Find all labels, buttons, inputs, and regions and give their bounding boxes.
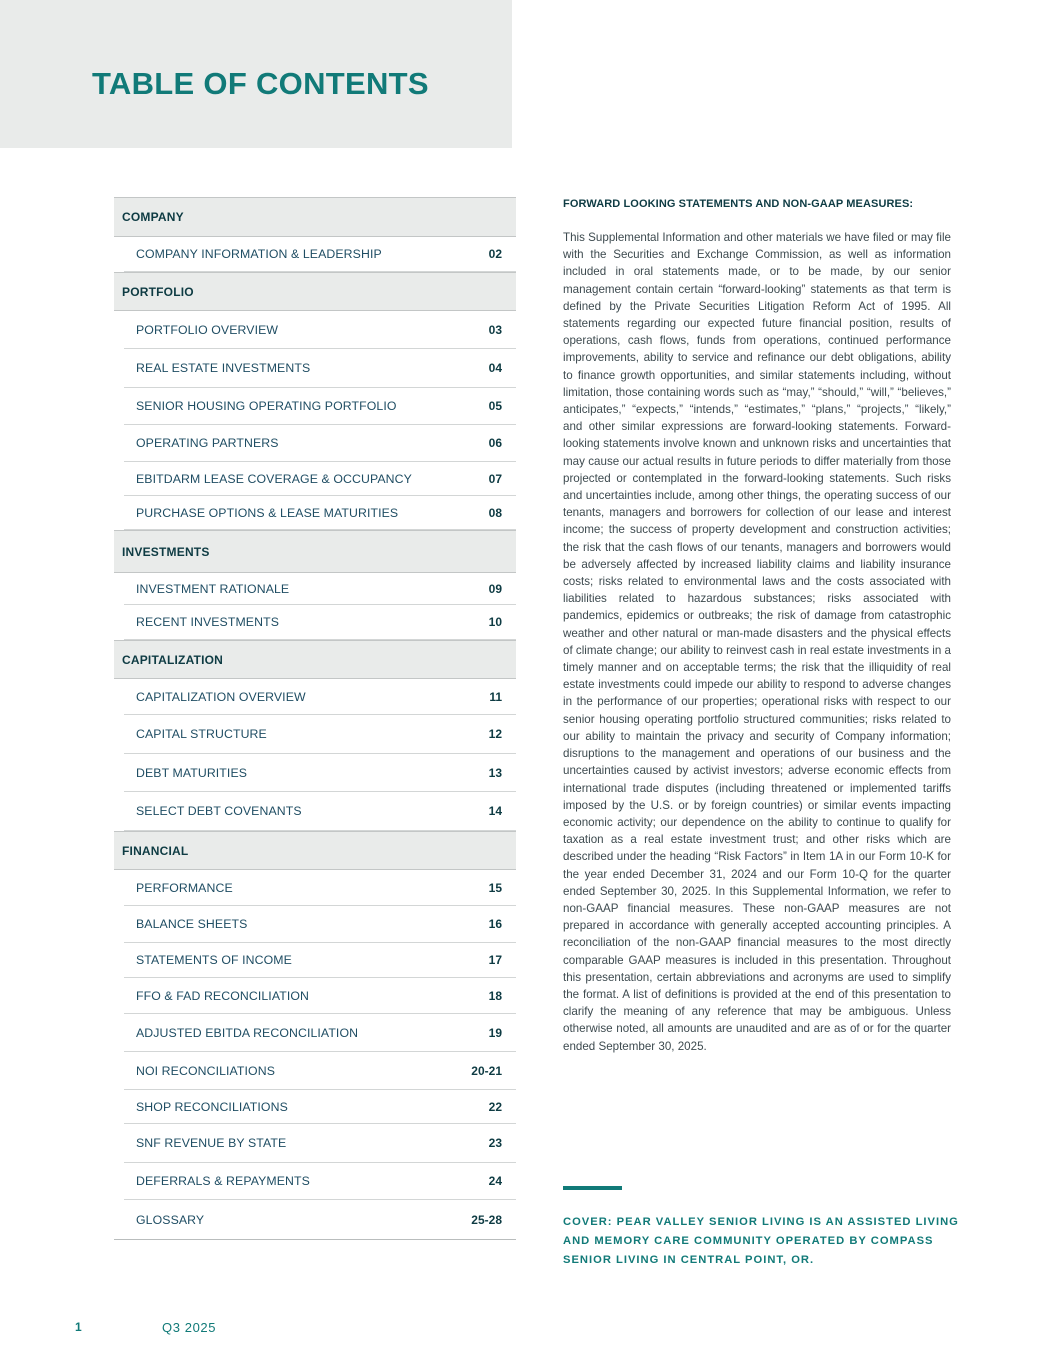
toc-item-page: 24 xyxy=(488,1174,502,1188)
toc-item-page: 17 xyxy=(488,953,502,967)
page-title: TABLE OF CONTENTS xyxy=(92,66,429,101)
toc-item-label: BALANCE SHEETS xyxy=(136,917,248,931)
toc-section-label: FINANCIAL xyxy=(122,843,189,858)
cover-caption: COVER: PEAR VALLEY SENIOR LIVING IS AN ASSISTED LIVING AND MEMORY CARE COMMUNITY OPERATED BY COMPASS SENIOR LIVING IN CENTRAL POINT, OR. xyxy=(563,1216,959,1266)
toc-item-page: 25-28 xyxy=(471,1212,502,1227)
toc-item[interactable] xyxy=(124,1014,516,1052)
toc-item-page: 13 xyxy=(488,765,502,780)
toc-item[interactable] xyxy=(124,1090,516,1124)
toc-item[interactable] xyxy=(124,311,516,349)
toc-section-label: PORTFOLIO xyxy=(122,284,194,299)
toc-item-page: 14 xyxy=(488,804,502,818)
toc-item-label: PURCHASE OPTIONS & LEASE MATURITIES xyxy=(136,505,399,520)
toc-item-label: RECENT INVESTMENTS xyxy=(136,615,280,629)
toc-section-label: CAPITALIZATION xyxy=(122,652,224,667)
toc-item[interactable] xyxy=(124,573,516,605)
toc-item[interactable] xyxy=(124,906,516,943)
toc-item-label: SELECT DEBT COVENANTS xyxy=(136,804,302,818)
toc-item[interactable] xyxy=(124,870,516,906)
toc-item[interactable] xyxy=(124,605,516,640)
toc-item-page: 10 xyxy=(488,615,502,629)
toc-item-label: REAL ESTATE INVESTMENTS xyxy=(136,361,311,375)
toc-item-page: 11 xyxy=(489,689,502,704)
toc-section[interactable] xyxy=(114,831,516,870)
toc-item-page: 18 xyxy=(488,988,502,1003)
toc-item-label: PORTFOLIO OVERVIEW xyxy=(136,322,279,337)
toc-item-page: 02 xyxy=(488,247,502,261)
toc-item-label: SNF REVENUE BY STATE xyxy=(136,1136,287,1150)
toc-item-label: CAPITALIZATION OVERVIEW xyxy=(136,689,306,704)
toc-item-label: CAPITAL STRUCTURE xyxy=(136,727,267,741)
toc-item-page: 20-21 xyxy=(471,1063,502,1078)
toc-item-label: EBITDARM LEASE COVERAGE & OCCUPANCY xyxy=(136,471,412,486)
toc-item-label: PERFORMANCE xyxy=(136,880,233,895)
toc-section-label: COMPANY xyxy=(122,210,184,224)
toc-item-label: STATEMENTS OF INCOME xyxy=(136,953,292,967)
toc-item-label: SHOP RECONCILIATIONS xyxy=(136,1099,288,1114)
toc-item[interactable] xyxy=(124,1124,516,1163)
toc-item-label: OPERATING PARTNERS xyxy=(136,436,279,450)
toc-item-page: 16 xyxy=(488,917,502,931)
footer-page-number: 1 xyxy=(75,1320,82,1334)
toc-section-label: INVESTMENTS xyxy=(122,544,210,559)
toc-item[interactable] xyxy=(124,715,516,754)
forward-looking-heading: FORWARD LOOKING STATEMENTS AND NON-GAAP MEASURES: xyxy=(563,198,914,210)
toc-item-page: 12 xyxy=(488,727,502,741)
toc-item[interactable] xyxy=(124,1163,516,1200)
toc-item-page: 22 xyxy=(488,1099,502,1114)
toc-item-page: 04 xyxy=(488,361,502,375)
toc-item[interactable] xyxy=(124,679,516,715)
toc-item-page: 15 xyxy=(488,880,502,895)
toc-item[interactable] xyxy=(124,1052,516,1090)
toc-item-page: 09 xyxy=(488,581,502,596)
toc-item[interactable] xyxy=(124,978,516,1014)
toc-item[interactable] xyxy=(124,496,516,530)
footer-period: Q3 2025 xyxy=(162,1320,217,1335)
toc-item[interactable] xyxy=(124,462,516,496)
toc-item[interactable] xyxy=(124,388,516,425)
toc-item-page: 07 xyxy=(488,471,502,486)
toc-item-page: 19 xyxy=(488,1025,502,1040)
toc-section[interactable] xyxy=(114,197,516,237)
toc-item-label: GLOSSARY xyxy=(136,1212,205,1227)
toc-item-label: INVESTMENT RATIONALE xyxy=(136,581,290,596)
toc-item[interactable] xyxy=(114,1200,516,1240)
toc-item-page: 06 xyxy=(488,436,502,450)
toc-section[interactable] xyxy=(114,640,516,679)
table-of-contents xyxy=(114,197,516,1240)
forward-looking-body: This Supplemental Information and other materials we have filed or may file with the Securities and Exchange Commission, as well as information included in oral statements made, or to be made, by our senior management contain certain “forward-looking” statements as that term is defined by the Private Securities Litigation Reform Act of 1995. All statements regarding our expected future financial position, results of operations, cash flows, funds from operations, continued performance improvements, ability to service and refinance our debt obligations, ability to finance growth opportunities, and similar statements including, without limitation, those containing words such as “may,” “should,” “will,” “believes,” anticipates,” “expects,” “intends,” “estimates,” “plans,” “projects,” “likely,” and other similar expressions are forward-looking statements. Forward-looking statements involve known and unknown risks and uncertainties that may cause our actual results in future periods to differ materially from those projected or contemplated in the forward-looking statements. Such risks and uncertainties include, among other things, the operating success of our tenants, managers and borrowers for collection of our lease and interest income; the success of property development and construction activities; the risk that the cash flows of our tenants, managers and borrowers would be adversely affected by increased liability claims and liability insurance costs; risks related to environmental laws and the costs associated with liabilities related to hazardous substances; risks associated with pandemics, epidemics or outbreaks; the risk of damage from catastrophic weather and other natural or man-made disasters and the physical effects of climate change; our ability to reinvest cash in real estate investments in a timely manner and on acceptable terms; the risk that the illiquidity of real estate investments could impede our ability to respond to adverse changes in the performance of our properties; operational risks with respect to our senior housing operating portfolio structured communities; risks related to our ability to maintain the privacy and security of Company information; disruptions to the management and operations of our business and the uncertainties caused by activist investors; adverse economic effects from international trade disputes (including threatened or implemented tariffs imposed by the U.S. or by foreign countries) or similar events impacting economic activity; our dependence on the ability to continue to qualify for taxation as a real estate investment trust; and other risks which are described under the heading “Risk Factors” in Item 1A in our Form 10-K for the year ended December 31, 2024 and our Form 10-Q for the quarter ended September 30, 2025. In this Supplemental Information, we refer to non-GAAP financial measures. These non-GAAP measures are not prepared in accordance with generally accepted accounting principles. A reconciliation of the non-GAAP financial measures to the most directly comparable GAAP measures is included in this presentation. Throughout this presentation, certain abbreviations and acronyms are used to simplify the format. A list of definitions is provided at the end of this presentation to clarify the meaning of any reference that may be ambiguous. Unless otherwise noted, all amounts are unaudited and are as of or for the quarter ended September 30, 2025. xyxy=(563,231,951,1053)
toc-item-label: SENIOR HOUSING OPERATING PORTFOLIO xyxy=(136,399,397,413)
toc-section[interactable] xyxy=(114,272,516,311)
accent-rule xyxy=(563,1186,622,1190)
toc-item[interactable] xyxy=(124,792,516,831)
toc-item[interactable] xyxy=(124,237,516,272)
toc-item[interactable] xyxy=(124,349,516,388)
toc-item[interactable] xyxy=(124,943,516,978)
toc-item-page: 23 xyxy=(488,1136,502,1150)
toc-item-label: FFO & FAD RECONCILIATION xyxy=(136,988,309,1003)
toc-item[interactable] xyxy=(124,425,516,462)
toc-item-label: DEBT MATURITIES xyxy=(136,765,248,780)
toc-item-label: DEFERRALS & REPAYMENTS xyxy=(136,1174,310,1188)
toc-section[interactable] xyxy=(114,530,516,573)
toc-item[interactable] xyxy=(124,754,516,792)
toc-item-label: COMPANY INFORMATION & LEADERSHIP xyxy=(136,247,382,261)
toc-item-page: 05 xyxy=(488,399,502,413)
toc-item-label: NOI RECONCILIATIONS xyxy=(136,1063,276,1078)
toc-item-page: 08 xyxy=(488,505,502,520)
toc-item-page: 03 xyxy=(488,322,502,337)
toc-item-label: ADJUSTED EBITDA RECONCILIATION xyxy=(136,1025,359,1040)
